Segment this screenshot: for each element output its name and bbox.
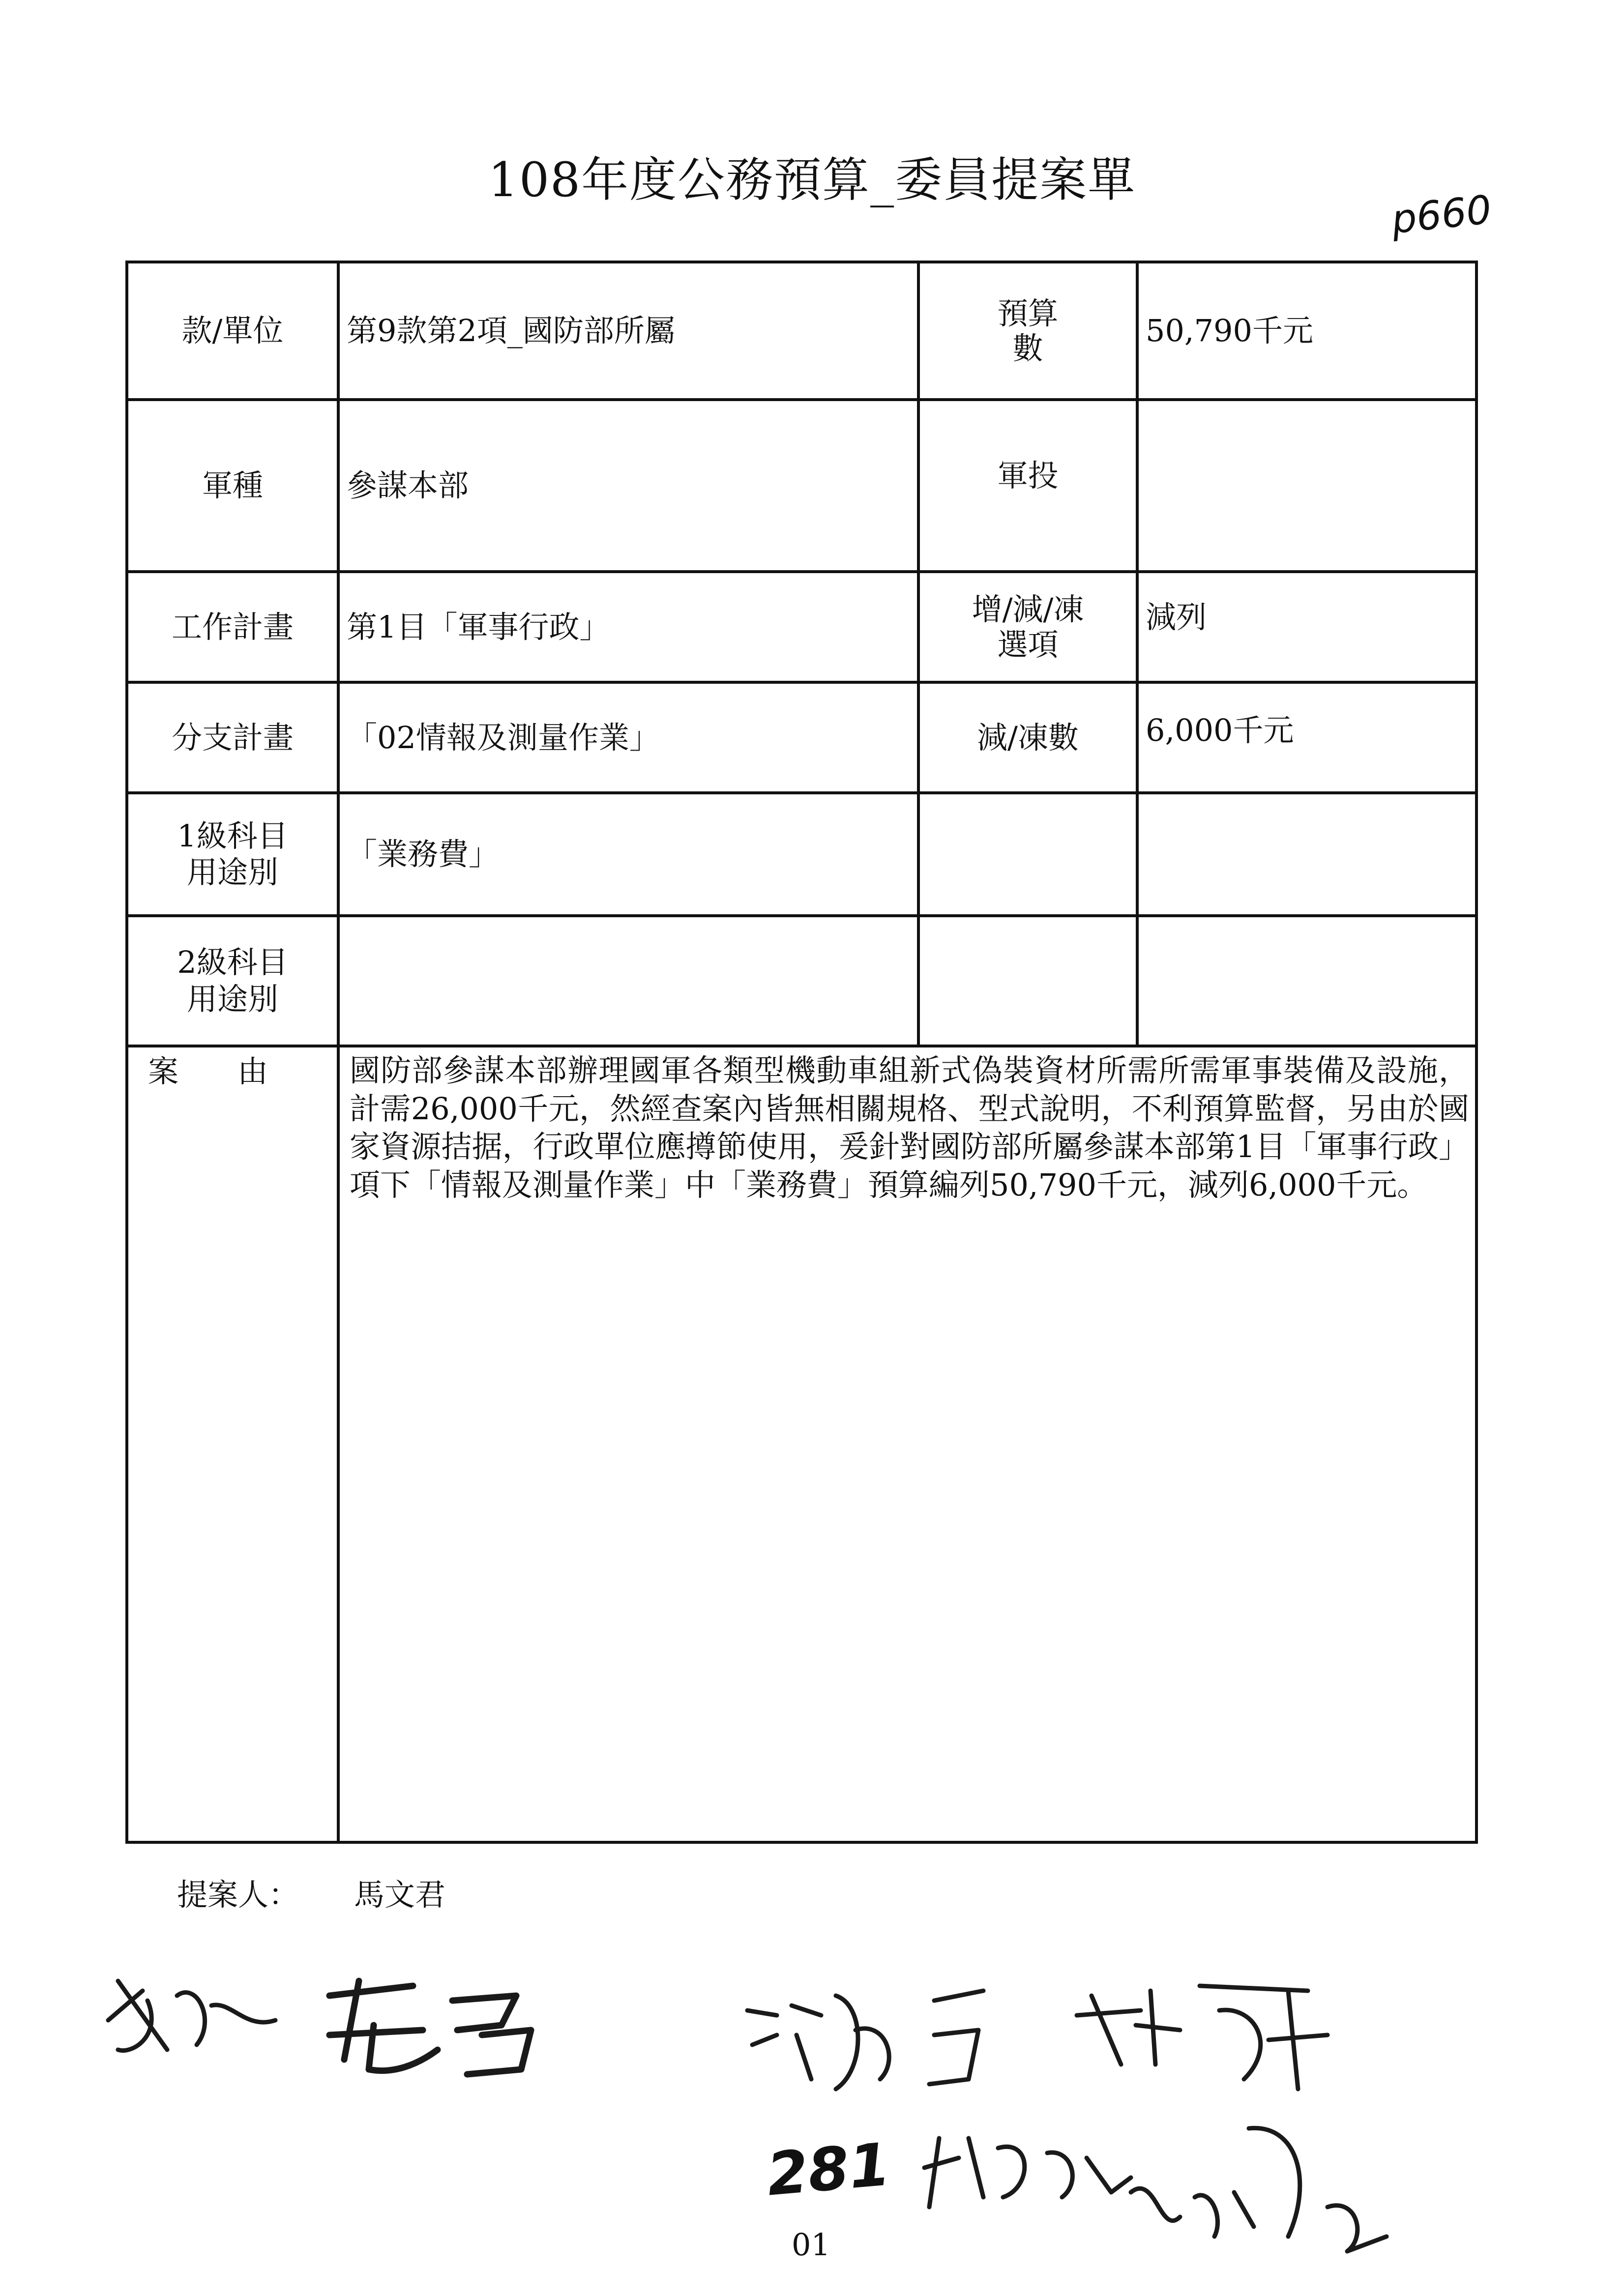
proposal-form-table (125, 261, 1478, 1844)
work-plan-value: 第1目「軍事行政」 (338, 572, 918, 682)
adjustment-option-value: 減列 (1137, 572, 1476, 682)
second-level-item-label: 2級科目用途別 (127, 916, 338, 1046)
section-unit-value: 第9款第2項_國防部所屬 (338, 262, 918, 400)
handwritten-signatures (98, 1961, 1524, 2256)
table-row (127, 916, 1476, 1046)
section-unit-label: 款/單位 (127, 262, 338, 400)
branch-plan-value: 「02情報及測量作業」 (338, 682, 918, 793)
table-row (127, 262, 1476, 400)
empty-cell (1137, 793, 1476, 916)
empty-cell (1137, 916, 1476, 1046)
page-number: 01 (792, 2227, 830, 2263)
second-level-item-value (338, 916, 918, 1046)
reduction-amount-value: 6,000千元 (1137, 682, 1476, 793)
signature-4 (1077, 1986, 1328, 2089)
reason-label: 案由 (127, 1046, 338, 1842)
service-branch-value: 參謀本部 (338, 400, 918, 572)
table-row (127, 572, 1476, 682)
first-level-item-label: 1級科目用途別 (127, 793, 338, 916)
reason-text: 國防部參謀本部辦理國軍各類型機動車組新式偽裝資材所需所需軍事裝備及設施，計需26,000千元，然經查案內皆無相關規格、型式說明，不利預算監督，另由於國家資源拮据，行政單位應撙節使用，爰針對國防部所屬參謀本部第1目「軍事行政」項下「情報及測量作業」中「業務費」預算編列50,790千元，減列6,000千元。 (338, 1046, 1476, 1842)
table-row (127, 400, 1476, 572)
proposer-label: 提案人： (177, 1877, 299, 1913)
adjustment-option-label: 增/減/凍選項 (918, 572, 1137, 682)
document-title: 108年度公務預算_委員提案單 (488, 152, 1136, 207)
stamp-number: 281 (764, 2130, 893, 2209)
page-reference-handwritten: p660 (1389, 186, 1494, 243)
branch-plan-label: 分支計畫 (127, 682, 338, 793)
signature-5 (924, 2138, 1131, 2207)
signature-1 (108, 1981, 275, 2051)
proposer-name: 馬文君 (354, 1877, 446, 1913)
military-investment-label: 軍投 (918, 400, 1137, 572)
table-row (127, 1046, 1476, 1842)
table-row (127, 682, 1476, 793)
budget-amount-label: 預算數 (918, 262, 1137, 400)
signature-2 (329, 1981, 531, 2074)
military-investment-value (1137, 400, 1476, 572)
service-branch-label: 軍種 (127, 400, 338, 572)
table-row (127, 793, 1476, 916)
signature-6 (1131, 2128, 1387, 2251)
empty-cell (918, 793, 1137, 916)
reduction-amount-label: 減/凍數 (918, 682, 1137, 793)
empty-cell (918, 916, 1137, 1046)
signature-3 (747, 1991, 983, 2089)
work-plan-label: 工作計畫 (127, 572, 338, 682)
first-level-item-value: 「業務費」 (338, 793, 918, 916)
budget-amount-value: 50,790千元 (1137, 262, 1476, 400)
